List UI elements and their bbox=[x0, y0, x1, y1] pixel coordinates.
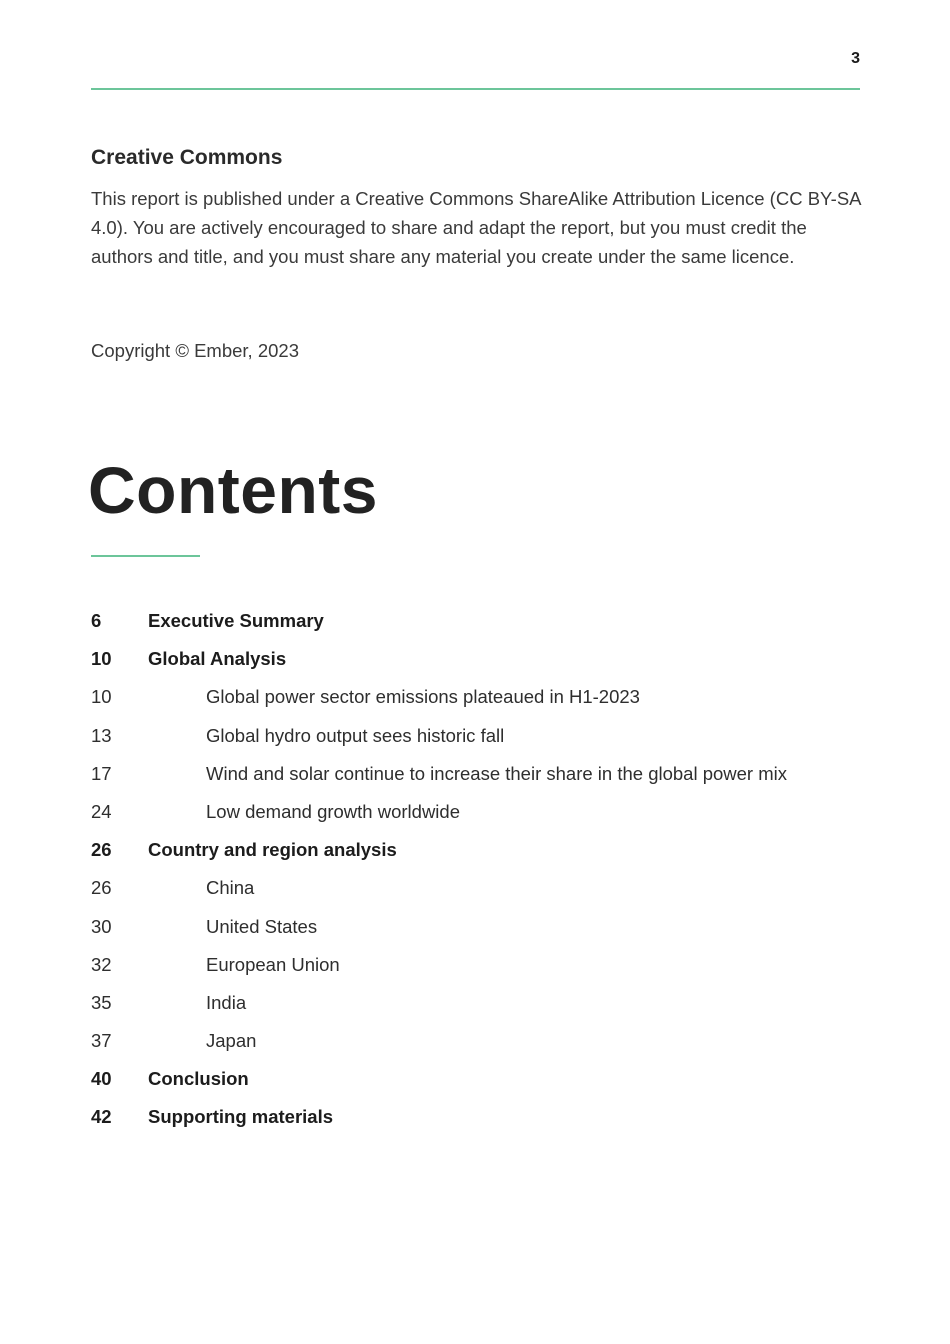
toc-entry-label: Country and region analysis bbox=[148, 839, 397, 861]
toc-page-number: 30 bbox=[91, 915, 112, 937]
toc-page-number: 6 bbox=[91, 610, 102, 631]
toc-page-number: 10 bbox=[91, 648, 112, 670]
toc-page-number: 42 bbox=[91, 1106, 112, 1128]
toc-page-number: 24 bbox=[91, 800, 112, 822]
toc-page-number: 37 bbox=[91, 1030, 112, 1052]
copyright-notice: Copyright © Ember, 2023 bbox=[91, 340, 299, 361]
toc-entry-label: Supporting materials bbox=[148, 1106, 334, 1128]
header-divider bbox=[91, 88, 860, 90]
page-number: 3 bbox=[851, 50, 860, 67]
toc-entry[interactable] bbox=[91, 950, 861, 979]
toc-page-number: 17 bbox=[91, 762, 112, 784]
contents-title-underline bbox=[91, 555, 200, 557]
toc-entry[interactable] bbox=[91, 721, 861, 750]
toc-entry[interactable] bbox=[91, 835, 861, 864]
toc-entry[interactable] bbox=[91, 912, 861, 941]
toc-entry[interactable] bbox=[91, 606, 861, 635]
toc-entry-label: United States bbox=[206, 915, 318, 937]
toc-entry-label: Low demand growth worldwide bbox=[206, 800, 460, 822]
toc-entry[interactable] bbox=[91, 682, 861, 711]
toc-entry-label: Global Analysis bbox=[148, 648, 287, 670]
toc-entry[interactable] bbox=[91, 1026, 861, 1055]
table-of-contents bbox=[91, 606, 861, 1141]
creative-commons-heading: Creative Commons bbox=[91, 146, 283, 169]
toc-page-number: 40 bbox=[91, 1068, 112, 1090]
toc-entry-label: Wind and solar continue to increase their share in the global power mix bbox=[206, 762, 788, 784]
toc-entry-label: Global power sector emissions plateaued in H1-2023 bbox=[206, 686, 640, 708]
toc-entry-label: Global hydro output sees historic fall bbox=[206, 724, 505, 746]
contents-title: Contents bbox=[88, 453, 378, 527]
toc-entry[interactable] bbox=[91, 644, 861, 673]
toc-page-number: 13 bbox=[91, 724, 112, 746]
toc-page-number: 26 bbox=[91, 877, 112, 899]
toc-entry-label: European Union bbox=[206, 953, 340, 975]
toc-entry[interactable] bbox=[91, 797, 861, 826]
toc-entry[interactable] bbox=[91, 1102, 861, 1131]
toc-page-number: 10 bbox=[91, 686, 112, 708]
toc-entry[interactable] bbox=[91, 759, 861, 788]
toc-entry[interactable] bbox=[91, 1064, 861, 1093]
toc-page-number: 32 bbox=[91, 953, 112, 975]
toc-page-number: 35 bbox=[91, 991, 112, 1013]
toc-entry-label: Japan bbox=[206, 1030, 257, 1052]
toc-entry[interactable] bbox=[91, 988, 861, 1017]
toc-entry-label: India bbox=[206, 991, 247, 1013]
toc-entry[interactable] bbox=[91, 873, 861, 902]
toc-entry-label: Executive Summary bbox=[148, 610, 324, 631]
toc-page-number: 26 bbox=[91, 839, 112, 861]
toc-entry-label: Conclusion bbox=[148, 1068, 249, 1090]
toc-entry-label: China bbox=[206, 877, 255, 899]
licence-paragraph: This report is published under a Creative Commons ShareAlike Attribution Licence (CC BY-SA 4.0). You are actively encouraged to share and adapt the report, but you must credit the authors and title, and you must share any material you create under the same licence. bbox=[91, 188, 861, 267]
